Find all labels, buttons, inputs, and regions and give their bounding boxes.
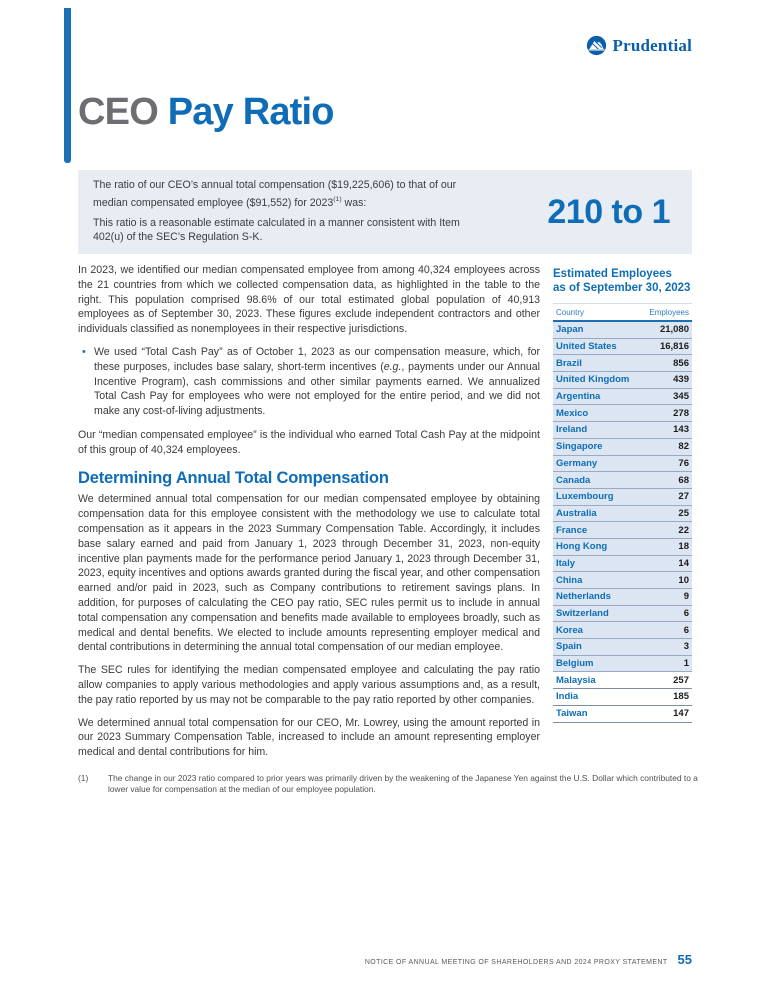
table-row — [553, 489, 692, 506]
employees-cell: 345 — [673, 391, 689, 403]
employees-cell: 82 — [678, 441, 689, 453]
footnote-ref-1: (1) — [333, 196, 342, 204]
ratio-callout — [78, 170, 692, 254]
employees-cell: 143 — [673, 424, 689, 436]
employees-cell: 6 — [683, 608, 689, 620]
table-row — [553, 572, 692, 589]
accent-bar — [64, 8, 71, 163]
country-cell: Malaysia — [556, 674, 596, 686]
column-header-country: Country — [556, 308, 585, 317]
country-cell: United Kingdom — [556, 374, 630, 386]
country-cell: Canada — [556, 474, 591, 486]
employees-table-title: Estimated Employees as of September 30, 2023 — [553, 268, 691, 294]
employees-cell: 1 — [683, 658, 689, 670]
table-row — [553, 456, 692, 473]
table-row — [553, 439, 692, 456]
country-cell: Germany — [556, 457, 598, 469]
table-row — [553, 472, 692, 489]
page-title-gray: CEO — [78, 91, 168, 133]
ratio-value: 210 to 1 — [547, 192, 670, 231]
bullet-text: We used “Total Cash Pay” as of October 1, 2023 as our compensation measure, which, for these purposes, includes base salary, short-term incentives (e.g., payments under our Annual Incentive Program), cash commissions and other similar payments earned. We annualized Total Cash Pay for employees who were not employed for the entire period, and we did not make any cost-of-living adjustments. — [94, 345, 540, 418]
table-row — [553, 506, 692, 523]
footnote-text: The change in our 2023 ratio compared to prior years was primarily driven by the weakening of the Japanese Yen against the U.S. Dollar which contributed to a lower value for compensation at the median of our employee population. — [108, 772, 698, 794]
table-row — [553, 556, 692, 573]
prudential-wordmark: Prudential — [612, 35, 692, 55]
employees-table-body — [553, 322, 692, 723]
body-column — [78, 263, 540, 760]
employees-cell: 14 — [678, 557, 689, 569]
employees-table — [553, 268, 692, 723]
table-row — [553, 389, 692, 406]
employees-cell: 6 — [683, 624, 689, 636]
para-midpoint: Our “median compensated employee” is the individual who earned Total Cash Pay at the midpoint of this group of 40,324 employees. — [78, 428, 540, 456]
bullet-eg-italic: e.g. — [383, 360, 402, 373]
table-row — [553, 322, 692, 339]
table-row — [553, 672, 692, 689]
employees-cell: 3 — [683, 641, 689, 653]
table-row — [553, 339, 692, 356]
main-content — [78, 263, 698, 795]
ratio-callout-text — [93, 179, 493, 244]
ratio-description: The ratio of our CEO’s annual total compensation ($19,225,606) to that of our median compensated employee ($91,552) for 2023$^{(1)}$ was: — [93, 179, 457, 210]
country-cell: Argentina — [556, 391, 601, 403]
page-number: 55 — [677, 952, 692, 967]
employees-cell: 16,816 — [659, 341, 689, 353]
table-row — [553, 606, 692, 623]
table-row — [553, 639, 692, 656]
country-cell: Hong Kong — [556, 541, 608, 553]
employees-cell: 68 — [678, 474, 689, 486]
country-cell: Brazil — [556, 357, 582, 369]
prudential-logo — [586, 35, 692, 56]
table-row — [553, 405, 692, 422]
ratio-estimate-note: This ratio is a reasonable estimate calculated in a manner consistent with Item 402(u) of the SEC’s Regulation S-K. — [93, 217, 460, 243]
table-row — [553, 422, 692, 439]
country-cell: Switzerland — [556, 608, 609, 620]
country-cell: Singapore — [556, 441, 603, 453]
table-row — [553, 622, 692, 639]
table-row — [553, 372, 692, 389]
country-cell: India — [556, 691, 579, 703]
table-row — [553, 355, 692, 372]
employees-cell: 18 — [678, 541, 689, 553]
employees-cell: 439 — [673, 374, 689, 386]
employees-cell: 21,080 — [659, 324, 689, 336]
prudential-rock-icon — [586, 35, 607, 56]
bullet-total-cash-pay — [82, 345, 540, 419]
country-cell: Taiwan — [556, 708, 588, 720]
country-cell: Italy — [556, 557, 576, 569]
employees-cell: 9 — [683, 591, 689, 603]
employees-cell: 22 — [678, 524, 689, 536]
table-row — [553, 522, 692, 539]
employees-cell: 185 — [673, 691, 689, 703]
page-title — [78, 93, 334, 131]
country-cell: Korea — [556, 624, 583, 636]
country-cell: China — [556, 574, 583, 586]
country-cell: Mexico — [556, 407, 589, 419]
page-footer — [365, 952, 692, 967]
employees-table-header — [553, 303, 692, 322]
column-header-employees: Employees — [649, 308, 689, 317]
country-cell: Belgium — [556, 658, 594, 670]
employees-cell: 76 — [678, 457, 689, 469]
table-row — [553, 689, 692, 706]
employees-cell: 856 — [673, 357, 689, 369]
country-cell: Netherlands — [556, 591, 611, 603]
employees-cell: 278 — [673, 407, 689, 419]
employees-cell: 25 — [678, 507, 689, 519]
bullet-marker-icon: • — [82, 345, 86, 358]
para-ceo-compensation: We determined annual total compensation for our CEO, Mr. Lowrey, using the amount reported in our 2023 Summary Compensation Table, increased to include an amount representing employer medical and dental contributions for him. — [78, 716, 540, 759]
table-row — [553, 706, 692, 723]
employees-cell: 257 — [673, 674, 689, 686]
employees-cell: 147 — [673, 708, 689, 720]
country-cell: Luxembourg — [556, 491, 614, 503]
section-heading-determining: Determining Annual Total Compensation — [78, 468, 389, 487]
para-methodology: We determined annual total compensation for our median compensated employee by obtaining compensation data for this employee consistent with the methodology we use to calculate total compensation as it appears in the 2023 Summary Compensation Table. Accordingly, it includes base salary earned and paid from January 1, 2023 through December 31, 2023, non-equity incentive plan payments made for the performance period January 1, 2023 through December 31, 2023, equity incentives and options awards granted during the fiscal year, and other compensation earned and/or paid in 2023, such as Company contributions to retirement savings plans. In addition, for purposes of calculating the CEO pay ratio, SEC rules permit us to include in annual total compensation any compensation and benefits made available to employees broadly, such as medical and dental benefits. We elected to include amounts representing employer medical and dental contributions in determining the annual total compensation of our median employee. — [78, 493, 540, 654]
para-sec-rules: The SEC rules for identifying the median compensated employee and calculating the pay ratio allow companies to apply various methodologies and apply various assumptions and, as a result, the pay ratio reported by us may not be comparable to the pay ratio reported by other companies. — [78, 664, 540, 706]
country-cell: Australia — [556, 507, 597, 519]
country-cell: Japan — [556, 324, 584, 336]
table-row — [553, 656, 692, 673]
para-median-employee: In 2023, we identified our median compensated employee from among 40,324 employees across the 21 countries from which we collected compensation data, as highlighted in the table to the right. This population comprised 98.6% of our total estimated global population of 40,913 employees as of September 30, 2023. These figures exclude independent contractors and other individuals classified as nonemployees in their respective jurisdictions. — [78, 264, 540, 336]
footer-text: NOTICE OF ANNUAL MEETING OF SHAREHOLDERS AND 2024 PROXY STATEMENT — [364, 959, 668, 966]
footnote — [78, 773, 706, 795]
employees-cell: 27 — [678, 491, 689, 503]
table-row — [553, 589, 692, 606]
country-cell: France — [556, 524, 588, 536]
country-cell: United States — [556, 341, 617, 353]
country-cell: Ireland — [556, 424, 588, 436]
table-row — [553, 539, 692, 556]
footnote-number: (1) — [78, 772, 89, 783]
page-title-blue: Pay Ratio — [167, 91, 334, 133]
country-cell: Spain — [556, 641, 582, 653]
employees-cell: 10 — [678, 574, 689, 586]
